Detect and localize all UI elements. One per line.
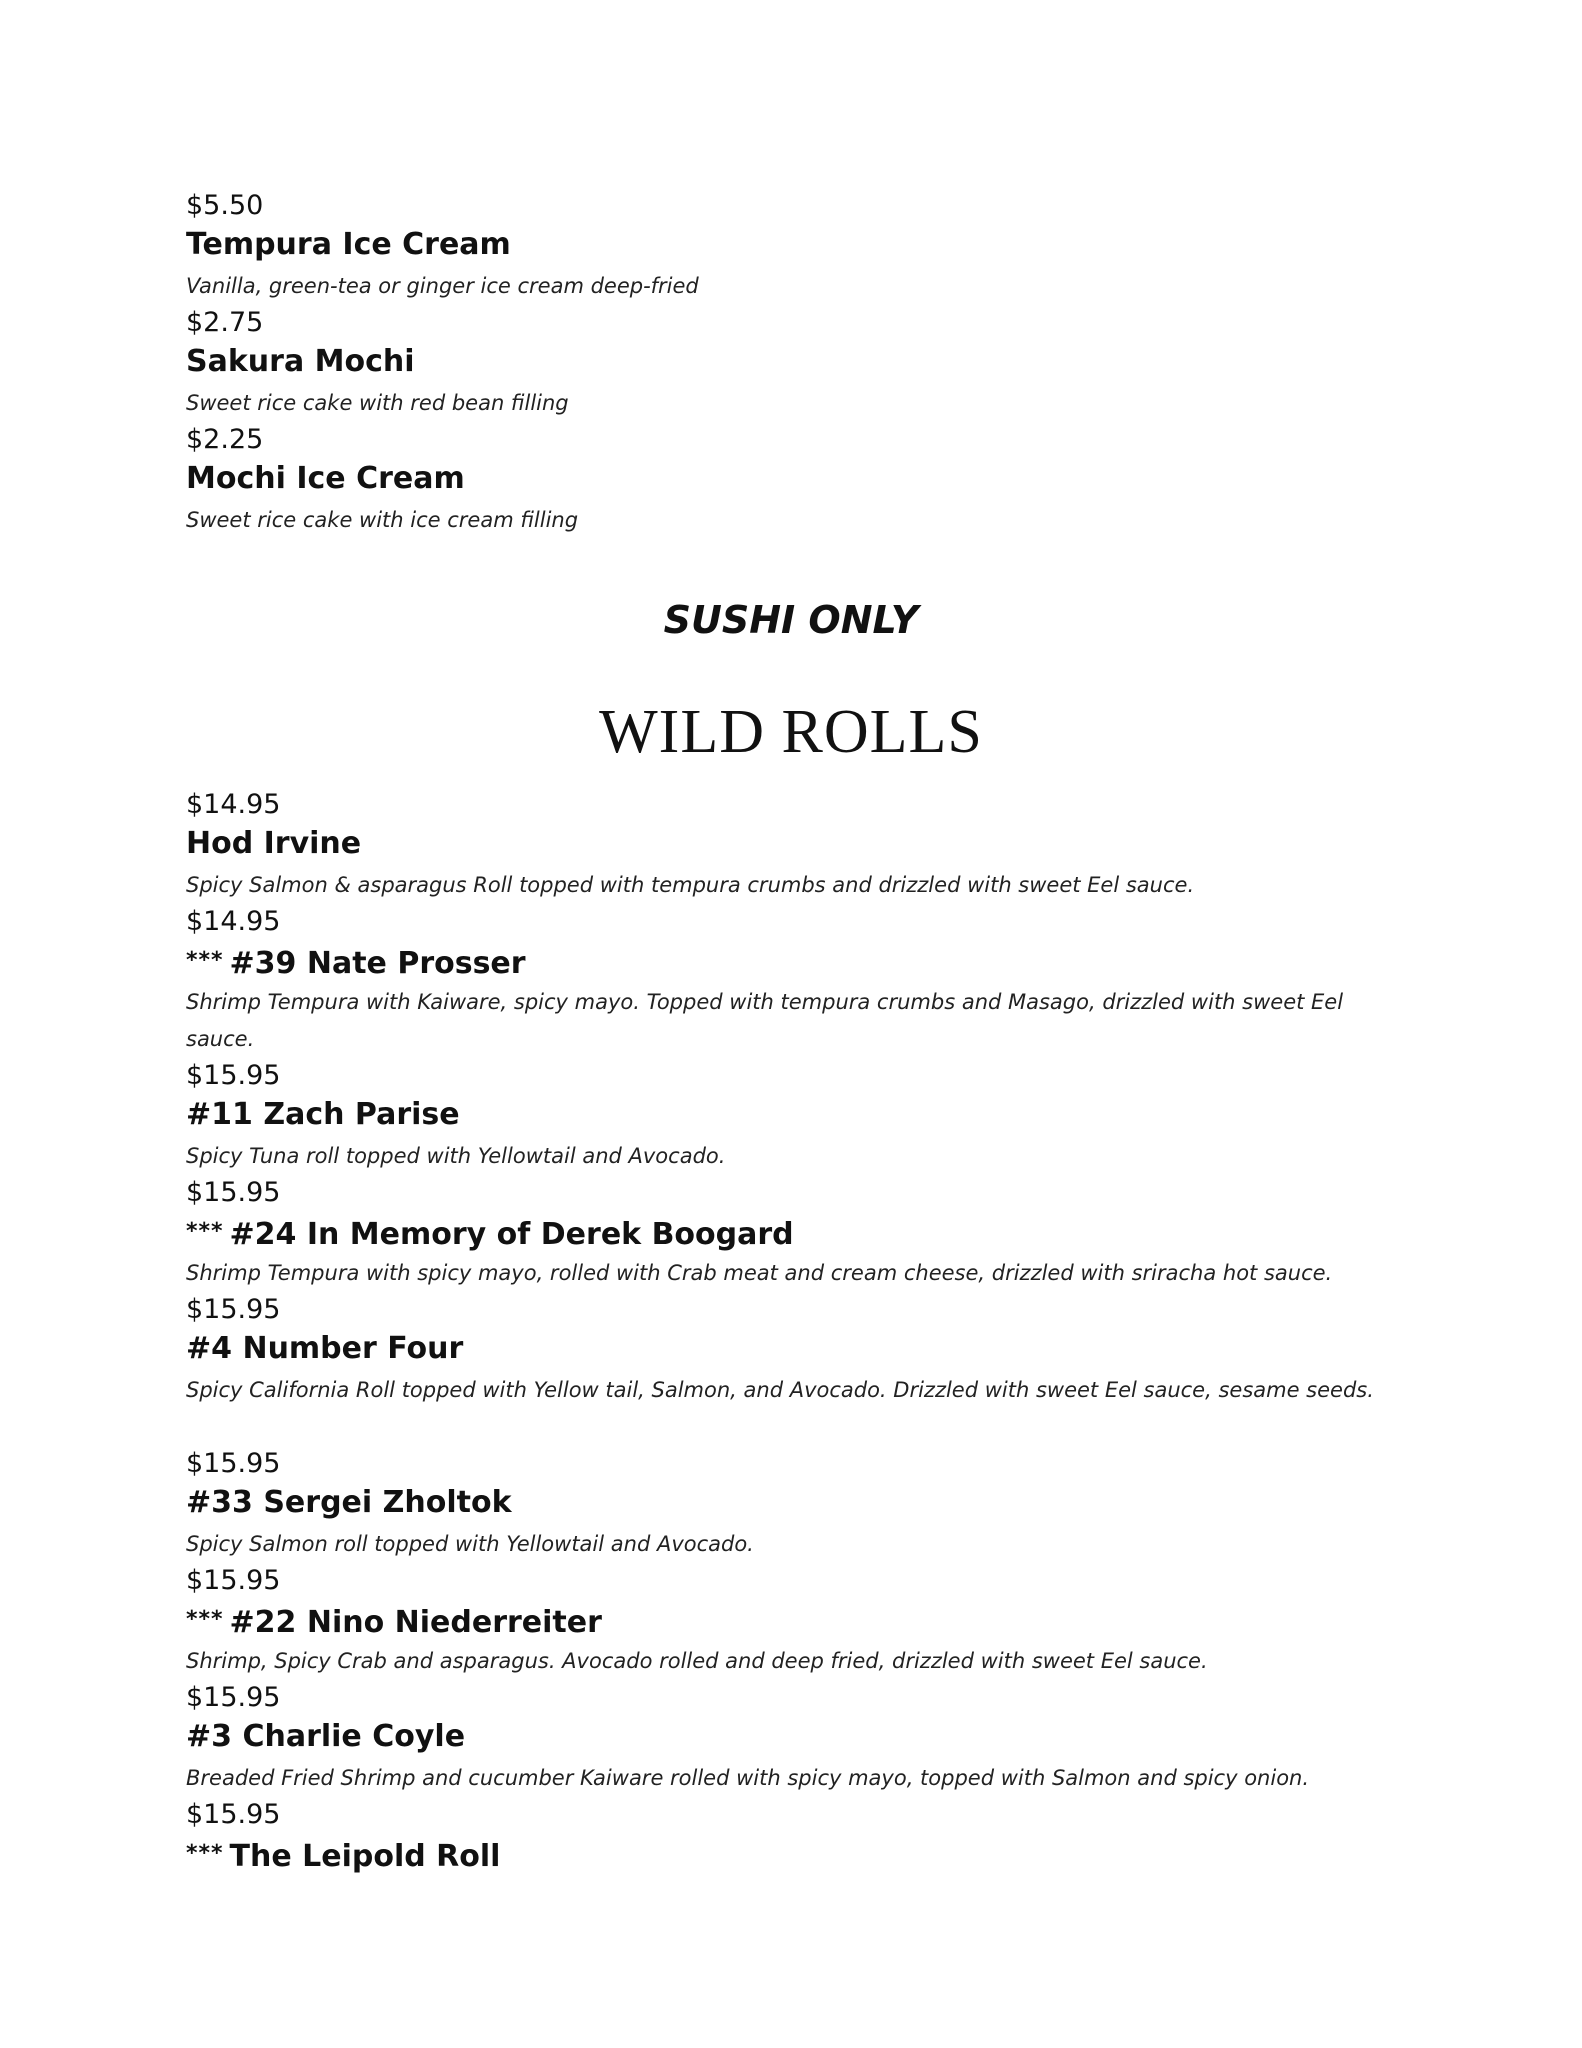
item-description: Shrimp, Spicy Crab and asparagus. Avocado rolled and deep fried, drizzled with sweet Eel sauce. <box>186 1649 1208 1673</box>
item-name: Sakura Mochi <box>186 344 415 379</box>
menu-item <box>186 188 1406 305</box>
item-price: $15.95 <box>186 1799 281 1830</box>
menu-item <box>186 1680 1406 1797</box>
item-name-text: #4 Number Four <box>186 1331 464 1366</box>
item-price: $14.95 <box>186 789 281 820</box>
menu-item <box>186 1175 1406 1292</box>
spicy-marker: *** <box>186 1841 224 1866</box>
item-name <box>186 940 1406 982</box>
item-description: Spicy Salmon roll topped with Yellowtail and Avocado. <box>186 1532 754 1556</box>
item-name-text: #24 In Memory of Derek Boogard <box>229 1217 794 1252</box>
menu-item <box>186 787 1406 904</box>
item-description: Spicy California Roll topped with Yellow tail, Salmon, and Avocado. Drizzled with sweet Eel sauce, sesame seeds. <box>186 1378 1374 1402</box>
item-price: $15.95 <box>186 1565 281 1596</box>
item-name <box>186 1094 1406 1136</box>
item-description: Breaded Fried Shrimp and cucumber Kaiware rolled with spicy mayo, topped with Salmon and spicy onion. <box>186 1766 1310 1790</box>
item-name <box>186 1716 1406 1758</box>
menu-item <box>186 1058 1406 1175</box>
item-name-text: #11 Zach Parise <box>186 1097 460 1132</box>
item-description: Shrimp Tempura with spicy mayo, rolled with Crab meat and cream cheese, drizzled with sriracha hot sauce. <box>186 1261 1333 1285</box>
wild-rolls-heading: WILD ROLLS <box>599 698 983 766</box>
item-price: $2.25 <box>186 424 264 455</box>
menu-item <box>186 1292 1406 1446</box>
item-name <box>186 1833 1406 1875</box>
menu-item <box>186 904 1406 1058</box>
item-price: $15.95 <box>186 1060 281 1091</box>
item-description: Vanilla, green-tea or ginger ice cream deep-fried <box>186 274 699 298</box>
sushi-only-heading: SUSHI ONLY <box>663 598 919 642</box>
item-name: Tempura Ice Cream <box>186 227 511 262</box>
item-description: Spicy Tuna roll topped with Yellowtail and Avocado. <box>186 1144 726 1168</box>
item-name <box>186 1328 1406 1370</box>
item-description: Sweet rice cake with ice cream filling <box>186 508 579 532</box>
item-name <box>186 1211 1406 1253</box>
item-price: $15.95 <box>186 1682 281 1713</box>
item-name: Mochi Ice Cream <box>186 461 465 496</box>
item-price: $15.95 <box>186 1294 281 1325</box>
item-price: $15.95 <box>186 1448 281 1479</box>
menu-item <box>186 1563 1406 1680</box>
spicy-marker: *** <box>186 1219 224 1244</box>
item-name-text: #39 Nate Prosser <box>229 946 526 981</box>
item-description: Sweet rice cake with red bean filling <box>186 391 569 415</box>
spicy-marker: *** <box>186 1607 224 1632</box>
item-name <box>186 823 1406 865</box>
item-name-text: The Leipold Roll <box>229 1839 501 1874</box>
item-price: $2.75 <box>186 307 264 338</box>
dessert-list <box>186 188 1406 539</box>
spicy-marker: *** <box>186 948 224 973</box>
menu-item <box>186 1797 1406 1875</box>
menu-item <box>186 1446 1406 1563</box>
item-description: Spicy Salmon & asparagus Roll topped with tempura crumbs and drizzled with sweet Eel sauce. <box>186 873 1195 897</box>
item-price: $5.50 <box>186 190 264 221</box>
item-price: $15.95 <box>186 1177 281 1208</box>
item-price: $14.95 <box>186 906 281 937</box>
menu-item <box>186 305 1406 422</box>
item-name-text: Hod Irvine <box>186 826 362 861</box>
wild-rolls-list <box>186 787 1406 1875</box>
item-name-text: #33 Sergei Zholtok <box>186 1485 512 1520</box>
item-name-text: #3 Charlie Coyle <box>186 1719 466 1754</box>
menu-item <box>186 422 1406 539</box>
item-name-text: #22 Nino Niederreiter <box>229 1605 602 1640</box>
item-description: Shrimp Tempura with Kaiware, spicy mayo. Topped with tempura crumbs and Masago, drizzled with sweet Eel sauce. <box>186 990 1344 1051</box>
item-name <box>186 1599 1406 1641</box>
item-name <box>186 1482 1406 1524</box>
